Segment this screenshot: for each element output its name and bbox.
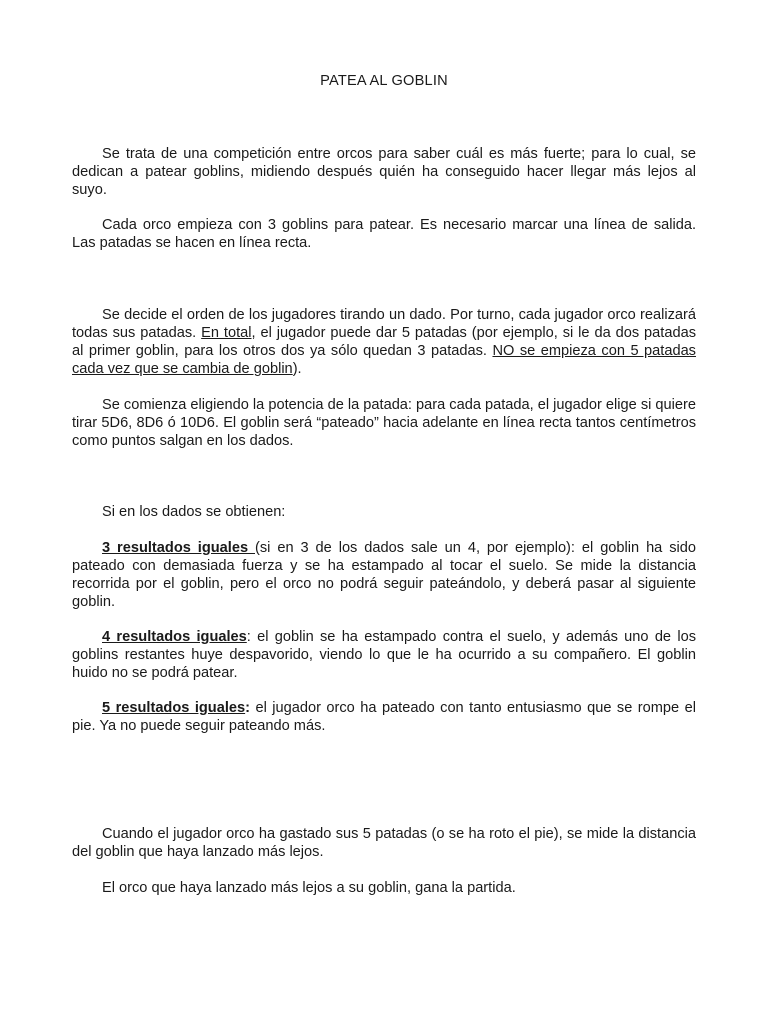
paragraph-intro	[72, 145, 696, 199]
paragraph-text: Cada orco empieza con 3 goblins para patear. Es necesario marcar una línea de salida. Las patadas se hacen en línea recta.	[72, 217, 696, 251]
paragraph-dice-results-intro	[72, 503, 696, 521]
paragraph-text: Cuando el jugador orco ha gastado sus 5 patadas (o se ha roto el pie), se mide la distancia del goblin que haya lanzado más lejos.	[72, 826, 696, 860]
paragraph-three-equal	[72, 539, 696, 611]
emphasized-text: 5 resultados iguales	[102, 700, 246, 716]
paragraph-text: Si en los dados se obtienen:	[102, 504, 286, 520]
paragraph-text: , el jugador puede dar 5 patadas (por ejemplo, si le da dos patadas al primer goblin, para los otros dos ya sólo quedan 3 patadas.	[72, 325, 696, 359]
emphasized-text: :	[245, 700, 250, 716]
emphasized-text: 4 resultados iguales	[102, 629, 247, 645]
paragraph-winner	[72, 879, 696, 897]
document-title: PATEA AL GOBLIN	[320, 73, 448, 89]
paragraph-text: El orco que haya lanzado más lejos a su goblin, gana la partida.	[102, 880, 516, 896]
paragraph-text: Se trata de una competición entre orcos para saber cuál es más fuerte; para lo cual, se dedican a patear goblins, midiendo después quién ha conseguido hacer llegar más lejos al suyo.	[72, 146, 696, 198]
paragraph-text: ).	[292, 361, 302, 377]
paragraph-text: (si en 3 de los dados sale un 4, por ejemplo): el goblin ha sido pateado con demasiada fuerza y se ha estampado al tocar el suelo. Se mide la distancia recorrida por el goblin, pero el orco no podrá seguir pateándolo, y deberá pasar al siguiente goblin.	[72, 540, 697, 610]
paragraph-four-equal	[72, 628, 696, 682]
paragraph-setup	[72, 216, 696, 252]
emphasized-text: NO se empieza con 5 patadas cada vez que se cambia de goblin	[72, 343, 696, 377]
paragraph-five-equal	[72, 699, 696, 735]
paragraph-turn-order	[72, 306, 696, 378]
emphasized-text: 3 resultados iguales	[102, 540, 255, 556]
paragraph-text: Se comienza eligiendo la potencia de la patada: para cada patada, el jugador elige si quiere tirar 5D6, 8D6 ó 10D6. El goblin será “pateado” hacia adelante en línea recta tantos centímetros como puntos salgan en los dados.	[72, 397, 696, 449]
paragraph-text: Se decide el orden de los jugadores tirando un dado. Por turno, cada jugador orco realizará todas sus patadas.	[72, 307, 696, 341]
emphasized-text: En total	[201, 325, 252, 341]
paragraph-end-of-turn	[72, 825, 696, 861]
paragraph-text: : el goblin se ha estampado contra el suelo, y además uno de los goblins restantes huye despavorido, viendo lo que le ha ocurrido a su compañero. El goblin huido no se podrá patear.	[72, 629, 696, 681]
document-page	[72, 0, 696, 1024]
paragraph-kick-power	[72, 396, 696, 450]
paragraph-text: el jugador orco ha pateado con tanto entusiasmo que se rompe el pie. Ya no puede seguir pateando más.	[72, 700, 696, 734]
